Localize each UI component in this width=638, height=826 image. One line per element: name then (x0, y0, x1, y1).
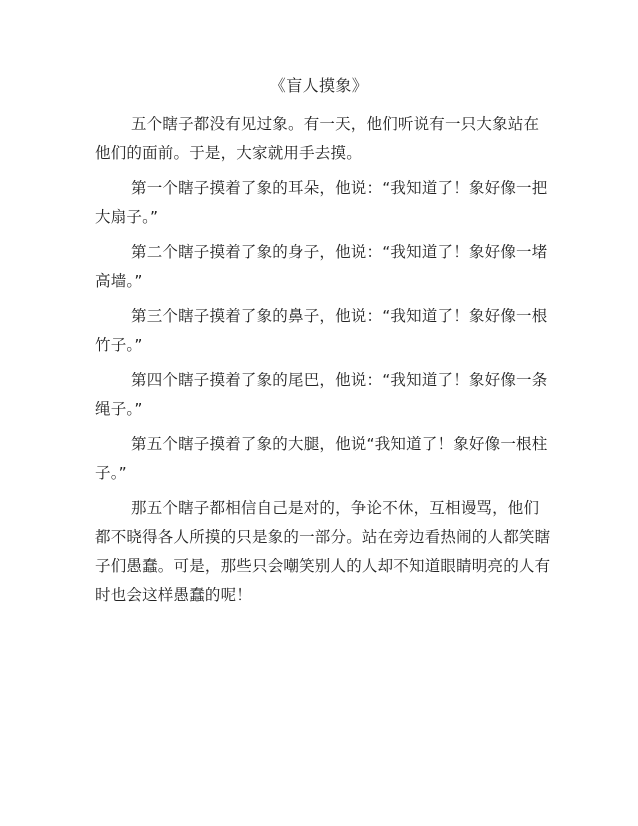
paragraph-fifth-blind-man: 第五个瞎子摸着了象的大腿，他说“我知道了！象好像一根柱子。” (95, 435, 548, 482)
document-title: 《盲人摸象》 (269, 76, 369, 95)
paragraph-first-blind-man: 第一个瞎子摸着了象的耳朵，他说：“我知道了！象好像一把大扇子。” (95, 179, 548, 226)
paragraph-intro: 五个瞎子都没有见过象。有一天，他们听说有一只大象站在他们的面前。于是，大家就用手去摸。 (95, 115, 540, 162)
paragraph-third-blind-man: 第三个瞎子摸着了象的鼻子，他说：“我知道了！象好像一根竹子。” (95, 307, 548, 354)
document-body (95, 110, 551, 610)
paragraph-second-blind-man: 第二个瞎子摸着了象的身子，他说：“我知道了！象好像一堵高墙。” (95, 243, 548, 290)
paragraph-fourth-blind-man: 第四个瞎子摸着了象的尾巴，他说：“我知道了！象好像一条绳子。” (95, 371, 548, 418)
paragraph-conclusion: 那五个瞎子都相信自己是对的，争论不休，互相谩骂，他们都不晓得各人所摸的只是象的一部分。站在旁边看热闹的人都笑瞎子们愚蠢。可是，那些只会嘲笑别人的人却不知道眼睛明亮的人有时也会这样愚蠢的呢！ (95, 499, 551, 604)
